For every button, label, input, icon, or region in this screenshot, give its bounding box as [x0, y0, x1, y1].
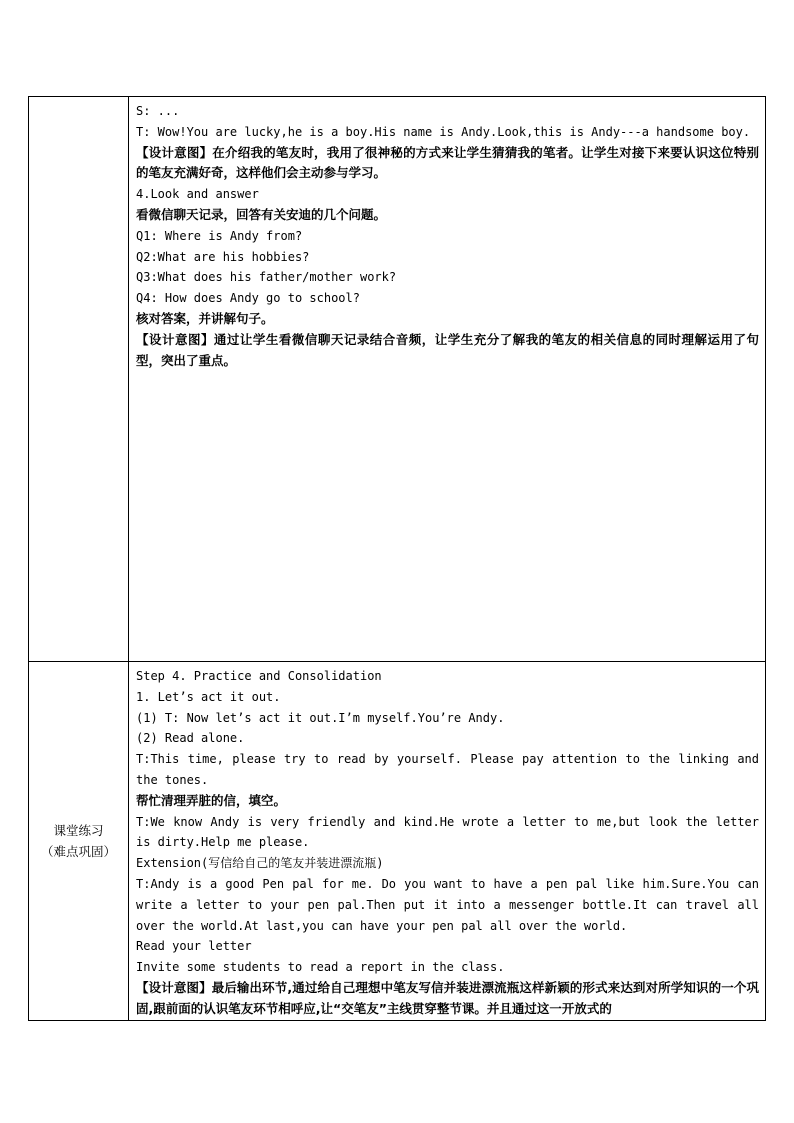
section-label-subtitle: （难点巩固）	[40, 843, 116, 859]
table-row	[29, 97, 766, 662]
text-line: 帮忙清理弄脏的信，填空。	[136, 792, 287, 808]
text-line: Q1: Where is Andy from?	[136, 228, 303, 243]
text-line: 【设计意图】通过让学生看微信聊天记录结合音频，让学生充分了解我的笔友的相关信息的同时理解运用了句型，突出了重点。	[136, 331, 759, 368]
text-line: 4.Look and answer	[136, 187, 259, 202]
content-lines	[136, 101, 759, 371]
text-line: (1) T: Now let’s act it out.I’m myself.You’re Andy.	[136, 710, 505, 725]
lesson-plan-table	[28, 96, 766, 1021]
section-label-cell	[29, 662, 129, 1021]
text-line: Step 4. Practice and Consolidation	[136, 669, 382, 683]
section-label-cell	[29, 97, 129, 662]
section-content-cell	[129, 97, 766, 662]
text-line: Read your letter	[136, 939, 252, 954]
text-line: Invite some students to read a report in the class.	[136, 960, 505, 975]
text-line: T:Andy is a good Pen pal for me. Do you want to have a pen pal like him.Sure.You can write a letter to your pen pal.Then put it into a messenger bottle.It can travel all over the world.At last,you can have your pen pal all over the world.	[136, 876, 767, 933]
text-line: Extension(写信给自己的笔友并装进漂流瓶)	[136, 856, 384, 871]
text-line: T:This time, please try to read by yourself. Please pay attention to the linking and the tones.	[136, 752, 767, 787]
text-line: (2) Read alone.	[136, 731, 245, 746]
text-line: 【设计意图】在介绍我的笔友时，我用了很神秘的方式来让学生猜猜我的笔者。让学生对接下来要认识这位特别的笔友充满好奇，这样他们会主动参与学习。	[136, 144, 759, 181]
section-label-title: 课堂练习	[53, 822, 104, 838]
text-line: Q4: How does Andy go to school?	[136, 291, 360, 306]
content-lines	[136, 666, 767, 1020]
text-line: S: ...	[136, 104, 180, 118]
text-line: Q2:What are his hobbies?	[136, 249, 310, 264]
text-line: 1. Let’s act it out.	[136, 689, 281, 704]
table-row	[29, 662, 766, 1021]
text-line: T:We know Andy is very friendly and kind.He wrote a letter to me,but look the letter is dirty.Help me please.	[136, 814, 767, 850]
text-line: T: Wow!You are lucky,he is a boy.His name is Andy.Look,this is Andy---a handsome boy.	[136, 124, 751, 139]
text-line: Q3:What does his father/mother work?	[136, 270, 397, 285]
text-line: 看微信聊天记录，回答有关安迪的几个问题。	[136, 206, 387, 222]
text-line: 【设计意图】最后输出环节,通过给自己理想中笔友写信并装进漂流瓶这样新颖的形式来达到对所学知识的一个巩固,跟前面的认识笔友环节相呼应,让“交笔友”主线贯穿整节课。并且通过这一开放式的	[136, 979, 759, 1016]
text-line: 核对答案，并讲解句子。	[136, 310, 274, 326]
section-content-cell	[129, 662, 766, 1021]
